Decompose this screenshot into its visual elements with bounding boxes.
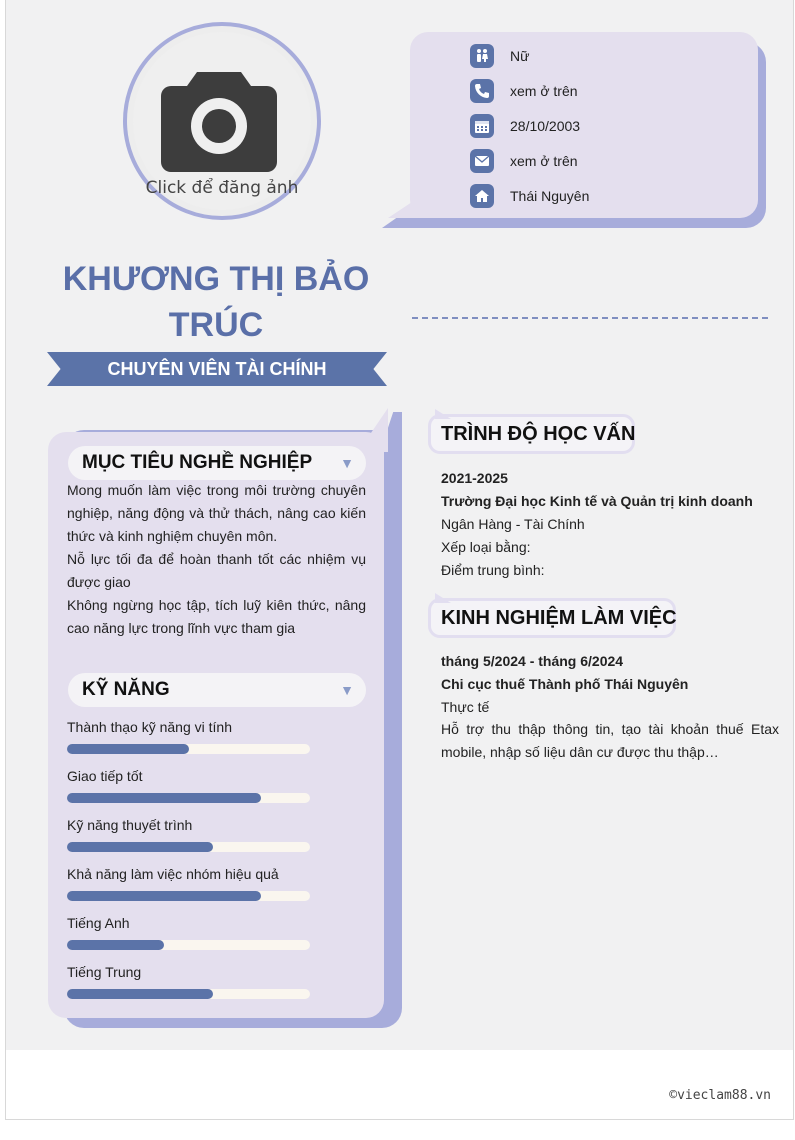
skill-bar — [67, 891, 310, 901]
cv-page — [5, 0, 794, 1120]
skill-label: Tiếng Anh — [67, 915, 130, 931]
skill-label: Kỹ năng thuyết trình — [67, 817, 193, 833]
skills-heading: KỸ NĂNG — [82, 679, 170, 700]
cv-paper — [6, 0, 793, 1050]
contact-address — [470, 183, 589, 209]
contact-email-value: xem ở trên — [510, 153, 578, 169]
experience-heading: KINH NGHIỆM LÀM VIỆC — [441, 607, 677, 629]
education-major: Ngân Hàng - Tài Chính — [441, 516, 585, 532]
contact-birthday — [470, 113, 580, 139]
experience-role: Thực tế — [441, 699, 490, 715]
education-period: 2021-2025 — [441, 470, 508, 486]
skill-bar-fill — [67, 793, 261, 803]
phone-icon — [470, 79, 494, 103]
contact-birthday-value: 28/10/2003 — [510, 118, 581, 134]
contact-email — [470, 148, 578, 174]
skill-label: Khả năng làm việc nhóm hiệu quả — [67, 866, 279, 882]
avatar-placeholder — [133, 32, 311, 210]
skill-bar — [67, 744, 310, 754]
skills-header[interactable] — [68, 673, 366, 707]
full-name — [46, 256, 386, 348]
experience-description: Hỗ trợ thu thập thông tin, tạo tài khoản thuế Etax mobile, nhập số liệu dân cư được thu thập… — [441, 721, 779, 760]
skill-label: Giao tiếp tốt — [67, 768, 143, 784]
experience-company: Chi cục thuế Thành phố Thái Nguyên — [441, 676, 689, 692]
skill-bar — [67, 793, 310, 803]
home-icon — [470, 184, 494, 208]
contact-phone — [470, 78, 578, 104]
skill-bar — [67, 940, 310, 950]
skill-label: Thành thạo kỹ năng vi tính — [67, 719, 232, 735]
contact-gender-value: Nữ — [510, 48, 530, 64]
avatar-upload[interactable] — [123, 22, 321, 220]
footer-brand: ©vieclam88.vn — [669, 1088, 771, 1103]
skill-bar-fill — [67, 891, 261, 901]
objective-header[interactable] — [68, 446, 366, 480]
education-school: Trường Đại học Kinh tế và Quản trị kinh doanh — [441, 493, 753, 509]
experience-period: tháng 5/2024 - tháng 6/2024 — [441, 653, 624, 669]
objective-paragraph: Mong muốn làm việc trong môi trường chuyên nghiệp, năng động và thử thách, nâng cao kiến thức và kinh nghiệm chuyên môn. — [67, 482, 366, 544]
objective-paragraph: Không ngừng học tập, tích luỹ kiên thức, nâng cao năng lực trong lĩnh vực tham gia — [67, 597, 366, 636]
gender-icon — [470, 44, 494, 68]
skill-bar-fill — [67, 940, 164, 950]
objective-heading: MỤC TIÊU NGHỀ NGHIỆP — [82, 452, 313, 473]
full-name-line1: KHƯƠNG THỊ BẢO — [62, 260, 370, 298]
contact-card — [410, 32, 758, 218]
skill-label: Tiếng Trung — [67, 964, 142, 980]
contact-phone-value: xem ở trên — [510, 83, 578, 99]
education-heading: TRÌNH ĐỘ HỌC VẤN — [441, 423, 636, 445]
camera-icon — [159, 68, 279, 172]
divider — [412, 317, 768, 319]
skill-bar-fill — [67, 744, 189, 754]
skill-bar — [67, 989, 310, 999]
education-gpa: Điểm trung bình: — [441, 562, 545, 578]
mail-icon — [470, 149, 494, 173]
avatar-upload-hint: Click để đăng ảnh — [145, 178, 299, 198]
objective-paragraph: Nỗ lực tối đa để hoàn thanh tốt các nhiệm vụ được giao — [67, 551, 366, 590]
calendar-icon — [470, 114, 494, 138]
contact-gender — [470, 43, 529, 69]
contact-address-value: Thái Nguyên — [510, 188, 590, 204]
experience-header — [428, 598, 676, 638]
chevron-down-icon: ▼ — [340, 682, 354, 698]
chevron-down-icon: ▼ — [340, 455, 354, 471]
position-title: CHUYÊN VIÊN TÀI CHÍNH — [107, 359, 327, 379]
skill-bar — [67, 842, 310, 852]
education-header — [428, 414, 635, 454]
education-rank: Xếp loại bằng: — [441, 539, 531, 555]
skill-bar-fill — [67, 842, 213, 852]
full-name-line2: TRÚC — [168, 306, 264, 344]
skill-bar-fill — [67, 989, 213, 999]
